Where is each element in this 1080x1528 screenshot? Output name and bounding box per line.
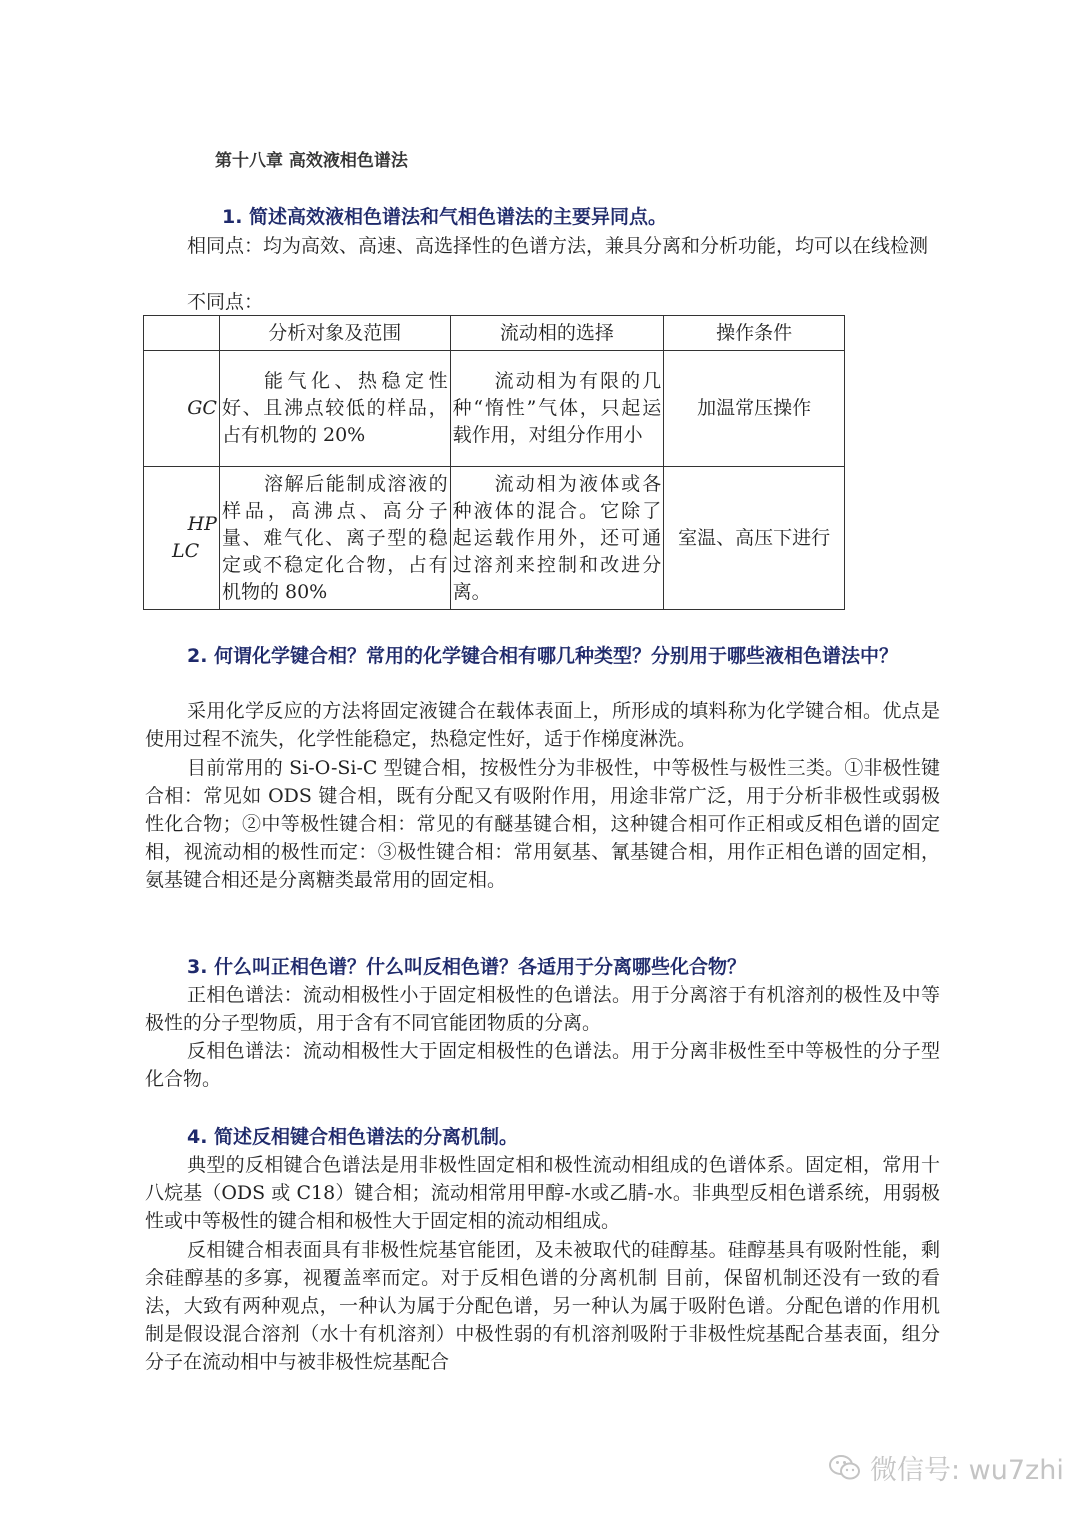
wechat-watermark: [828, 1448, 1064, 1487]
q3-paragraph-2: 反相色谱法：流动相极性大于固定相极性的色谱法。用于分离非极性至中等极性的分子型化合物。: [145, 1040, 940, 1090]
q4-paragraph-1: 典型的反相键合色谱法是用非极性固定相和极性流动相组成的色谱体系。固定相，常用十八烷基（ODS 或 C18）键合相；流动相常用甲醇-水或乙腈-水。非典型反相色谱系统，用弱极性或中等极性的键合相和极性大于固定相的流动相组成。: [145, 1154, 940, 1232]
q1-similarity: 相同点：均为高效、高速、高选择性的色谱方法，兼具分离和分析功能，均可以在线检测: [187, 235, 929, 257]
table-row: [144, 351, 845, 467]
q1-difference-label: 不同点：: [187, 291, 264, 313]
row-label-hplc: [144, 467, 220, 610]
comparison-table: [143, 315, 845, 610]
question-1-title: 1. 简述高效液相色谱法和气相色谱法的主要异同点。: [222, 206, 668, 228]
table-row: [144, 467, 845, 610]
watermark-text: 微信号: wu7zhi: [870, 1455, 1064, 1486]
row-label-gc: GC: [144, 351, 220, 467]
table-header-cell: [144, 316, 220, 351]
row-label-hplc-line1: HP: [187, 513, 217, 535]
table-header-cell: 分析对象及范围: [219, 316, 450, 351]
q3-paragraph-1: 正相色谱法：流动相极性小于固定相极性的色谱法。用于分离溶于有机溶剂的极性及中等极性的分子型物质，用于含有不同官能团物质的分离。: [145, 984, 940, 1034]
table-header-cell: 流动相的选择: [450, 316, 664, 351]
question-2-title: 2. 何谓化学键合相？常用的化学键合相有哪几种类型？分别用于哪些液相色谱法中？: [187, 645, 899, 667]
q2-paragraph-1: 采用化学反应的方法将固定液键合在载体表面上，所形成的填料称为化学键合相。优点是使用过程不流失，化学性能稳定，热稳定性好，适于作梯度淋洗。: [145, 700, 940, 750]
table-header-cell: 操作条件: [664, 316, 845, 351]
q2-paragraph-2: 目前常用的 Si-O-Si-C 型键合相，按极性分为非极性，中等极性与极性三类。①非极性键合相：常见如 ODS 键合相，既有分配又有吸附作用，用途非常广泛，用于分析非极性或弱极性化合物；②中等极性键合相：常见的有醚基键合相，这种键合相可作正相或反相色谱的固定相，视流动相的极性而定：③极性键合相：常用氨基、氰基键合相，用作正相色谱的固定相，氨基键合相还是分离糖类最常用的固定相。: [145, 757, 940, 891]
wechat-icon: [828, 1451, 862, 1485]
question-4-title: 4. 简述反相键合相色谱法的分离机制。: [187, 1126, 519, 1148]
table-cell-conditions: 加温常压操作: [664, 351, 845, 467]
table-cell-mobile-phase: 流动相为液体或各种液体的混合。它除了起运载作用外，还可通过溶剂来控制和改进分离。: [450, 467, 664, 610]
table-cell-conditions: 室温、高压下进行: [664, 467, 845, 610]
table-cell-mobile-phase: 流动相为有限的几种“惰性”气体，只起运载作用，对组分作用小: [450, 351, 664, 467]
q4-paragraph-2: 反相键合相表面具有非极性烷基官能团，及未被取代的硅醇基。硅醇基具有吸附性能，剩余硅醇基的多寡，视覆盖率而定。对于反相色谱的分离机制 目前，保留机制还没有一致的看法，大致有两种观点，一种认为属于分配色谱，另一种认为属于吸附色谱。分配色谱的作用机制是假设混合溶剂（水十有机溶剂）中极性弱的有机溶剂吸附于非极性烷基配合基表面，组分分子在流动相中与被非极性烷基配合: [145, 1239, 940, 1373]
table-cell-scope: 能气化、热稳定性好、且沸点较低的样品，占有机物的 20%: [219, 351, 450, 467]
table-header-row: [144, 316, 845, 351]
table-cell-scope: 溶解后能制成溶液的样品，高沸点、高分子量、难气化、离子型的稳定或不稳定化合物，占有机物的 80%: [219, 467, 450, 610]
question-3-title: 3. 什么叫正相色谱？什么叫反相色谱？各适用于分离哪些化合物？: [187, 956, 747, 978]
chapter-title: 第十八章 高效液相色谱法: [215, 151, 408, 171]
row-label-hplc-line2: LC: [172, 540, 200, 562]
